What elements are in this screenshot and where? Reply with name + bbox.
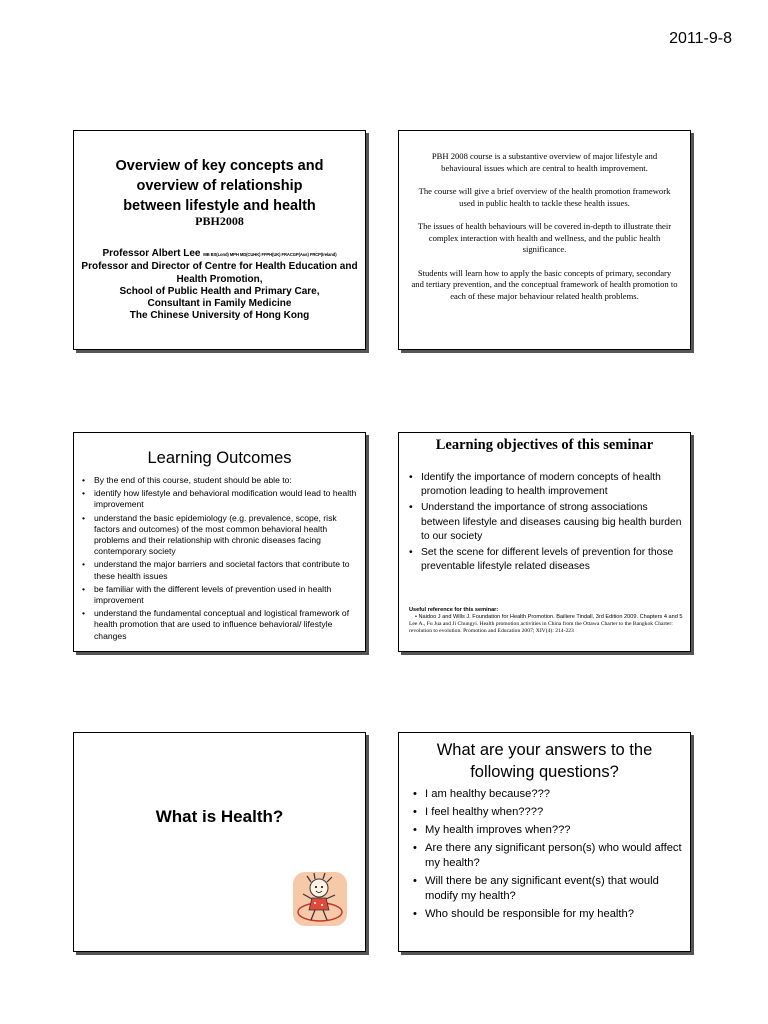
description-paragraph: The course will give a brief overview of the health promotion framework used in public health to tackle these health issues. <box>418 186 671 208</box>
affiliation-line: Consultant in Family Medicine <box>147 298 292 310</box>
list-item: • be familiar with the different levels of prevention used in health improvement <box>82 584 359 606</box>
list-item: • My health improves when??? <box>413 823 682 838</box>
list-item: • Set the scene for different levels of prevention for those preventable lifestyle related diseases <box>409 546 682 574</box>
reference-item: • Naidoo J and Wills J. Foundation for Health Promotion. Bailiere Tindall, 3rd Edition 2009. Chapters 4 and 5 <box>415 614 683 620</box>
list-item: • Will there be any significant event(s) that would modify my health? <box>413 874 682 904</box>
list-item: • Are there any significant person(s) who would affect my health? <box>413 841 682 871</box>
jumping-girl-illustration <box>289 868 351 930</box>
slide-1-title <box>78 156 361 216</box>
list-item: • understand the major barriers and societal factors that contribute to these health issues <box>82 559 359 581</box>
list-item: • I am healthy because??? <box>413 787 682 802</box>
list-item: • I feel healthy when???? <box>413 805 682 820</box>
slide-5 <box>73 732 366 952</box>
affiliation-line: School of Public Health and Primary Care, <box>119 285 320 297</box>
list-item: • Who should be responsible for my health? <box>413 907 682 922</box>
list-item: • understand the basic epidemiology (e.g. prevalence, scope, risk factors and outcomes) of the most common behavioral health problems and their relationship with chronic diseases facing contemporary society <box>82 513 359 558</box>
list-item: • Identify the importance of modern concepts of health promotion leading to health improvement <box>409 471 682 499</box>
presenter-block <box>78 248 361 323</box>
course-description <box>411 151 678 314</box>
list-item: • understand the fundamental conceptual and logistical framework of health promotion that are used to influence behavioral/ lifestyle changes <box>82 608 359 642</box>
description-paragraph: PBH 2008 course is a substantive overview of major lifestyle and behavioural issues which are central to health improvement. <box>431 151 658 173</box>
title-line: Overview of key concepts and <box>115 158 324 174</box>
learning-outcomes-list <box>82 475 359 644</box>
affiliation-line: Professor and Director of Centre for Health Education and Health Promotion, <box>81 261 358 285</box>
slide-6-title: What are your answers to the following questions? <box>436 741 653 781</box>
slide-4-title: Learning objectives of this seminar <box>435 437 654 453</box>
reference-item: Lee A., Fu Jua and Ji Chungyi. Health promotion activities in China from the Ottawa Charter to the Bangkok Charter: revolution to evolution. Promotion and Education 2007; XIV(4): 214-223 <box>409 621 673 634</box>
slide-4 <box>398 432 691 652</box>
affiliation-line: The Chinese University of Hong Kong <box>129 310 310 322</box>
reference-heading: Useful reference for this seminar: <box>409 607 499 613</box>
slide-3-title: Learning Outcomes <box>147 449 292 467</box>
slide-3 <box>73 432 366 652</box>
presenter-name: Professor Albert Lee <box>102 248 201 259</box>
title-line: overview of relationship <box>136 178 303 194</box>
questions-list <box>413 787 682 925</box>
list-item: • Understand the importance of strong associations between lifestyle and diseases causing big health burden to our society <box>409 501 682 544</box>
list-item: • By the end of this course, student should be able to: <box>82 475 359 486</box>
slide-1 <box>73 130 366 350</box>
slide-5-title: What is Health? <box>155 807 284 826</box>
list-item: • identify how lifestyle and behavioral modification would lead to health improvement <box>82 488 359 510</box>
description-paragraph: Students will learn how to apply the basic concepts of primary, secondary and tertiary prevention, and the conceptual framework of health promotion to each of these major behaviour related health problems. <box>411 267 678 301</box>
course-code: PBH2008 <box>195 214 244 228</box>
page-date: 2011-9-8 <box>669 30 732 47</box>
title-line: between lifestyle and health <box>123 198 316 214</box>
learning-objectives-list <box>409 471 682 576</box>
references <box>409 607 684 635</box>
description-paragraph: The issues of health behaviours will be covered in-depth to illustrate their complex interaction with health and wellness, and the public health significance. <box>417 221 672 254</box>
presenter-credentials: MB BS(Lond) MPH MD(CUHK) FFPH(UK) FRACGP(Aus) FRCP(Ireland) <box>203 252 337 257</box>
slide-6 <box>398 732 691 952</box>
slide-2 <box>398 130 691 350</box>
